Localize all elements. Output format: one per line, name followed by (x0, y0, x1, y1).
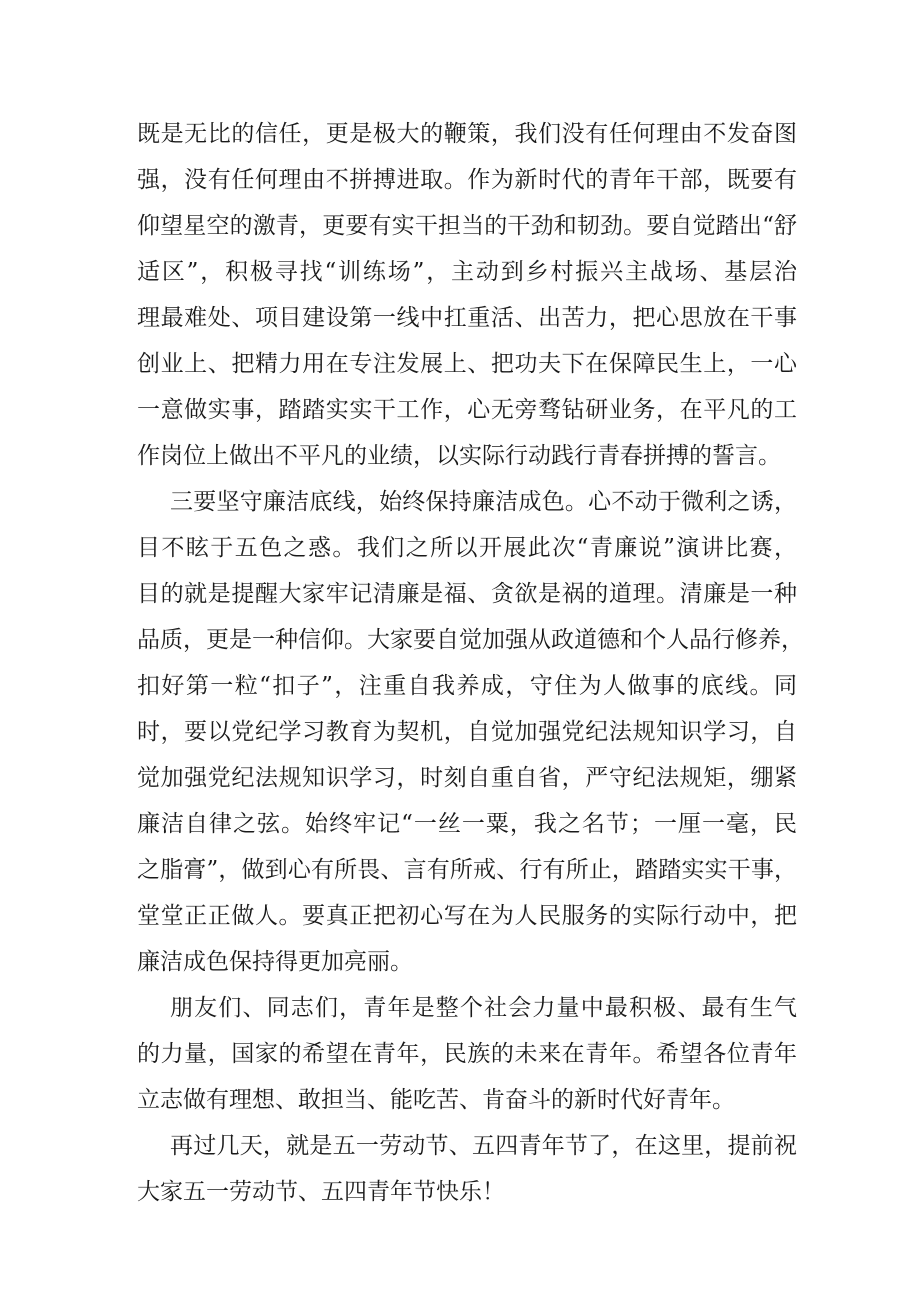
text-line: 廉洁成色保持得更加亮丽。 (137, 949, 413, 975)
text-line: 之脂膏”，做到心有所畏、言有所戒、行有所止，踏踏实实干事， (137, 857, 797, 883)
paragraph-youth-effort (137, 111, 797, 479)
text-line: 品质，更是一种信仰。大家要自觉加强从政道德和个人品行修养， (137, 627, 804, 653)
text-line: 立志做有理想、敢担当、能吃苦、肯奋斗的新时代好青年。 (137, 1087, 735, 1113)
paragraph-integrity (137, 479, 804, 985)
text-line: 创业上、把精力用在专注发展上、把功夫下在保障民生上，一心 (137, 351, 797, 377)
text-line: 三要坚守廉洁底线，始终保持廉洁成色。心不动于微利之诱， (170, 489, 797, 515)
text-line: 目不眩于五色之惑。我们之所以开展此次“青廉说”演讲比赛， (137, 535, 797, 561)
text-line: 适区”，积极寻找“训练场”，主动到乡村振兴主战场、基层治 (137, 259, 797, 285)
text-line: 觉加强党纪法规知识学习，时刻自重自省，严守纪法规矩，绷紧 (137, 765, 797, 791)
text-line: 朋友们、同志们，青年是整个社会力量中最积极、最有生气 (170, 995, 797, 1021)
text-line: 既是无比的信任，更是极大的鞭策，我们没有任何理由不发奋图 (137, 121, 797, 147)
text-line: 一意做实事，踏踏实实干工作，心无旁骛钻研业务，在平凡的工 (137, 397, 797, 423)
text-line: 仰望星空的激青，更要有实干担当的干劲和韧劲。要自觉踏出“舒 (137, 213, 797, 239)
text-line: 的力量，国家的希望在青年，民族的未来在青年。希望各位青年 (137, 1041, 797, 1067)
text-line: 理最难处、项目建设第一线中扛重活、出苦力，把心思放在干事 (137, 305, 797, 331)
paragraph-youth-hope (137, 985, 797, 1123)
text-line: 作岗位上做出不平凡的业绩，以实际行动践行青春拼搏的誓言。 (137, 443, 781, 469)
text-line: 大家五一劳动节、五四青年节快乐！ (137, 1179, 505, 1205)
text-line: 强，没有任何理由不拼搏进取。作为新时代的青年干部，既要有 (137, 167, 797, 193)
text-line: 时，要以党纪学习教育为契机，自觉加强党纪法规知识学习，自 (137, 719, 797, 745)
text-line: 目的就是提醒大家牢记清廉是福、贪欲是祸的道理。清廉是一种 (137, 581, 797, 607)
text-line: 廉洁自律之弦。始终牢记“一丝一粟，我之名节；一厘一毫，民 (137, 811, 797, 837)
text-line: 扣好第一粒“扣子”，注重自我养成，守住为人做事的底线。同 (137, 673, 797, 699)
paragraph-holiday-wishes (137, 1123, 797, 1215)
text-line: 堂堂正正做人。要真正把初心写在为人民服务的实际行动中，把 (137, 903, 797, 929)
text-line: 再过几天，就是五一劳动节、五四青年节了，在这里，提前祝 (170, 1133, 797, 1159)
document-body (137, 111, 804, 1215)
